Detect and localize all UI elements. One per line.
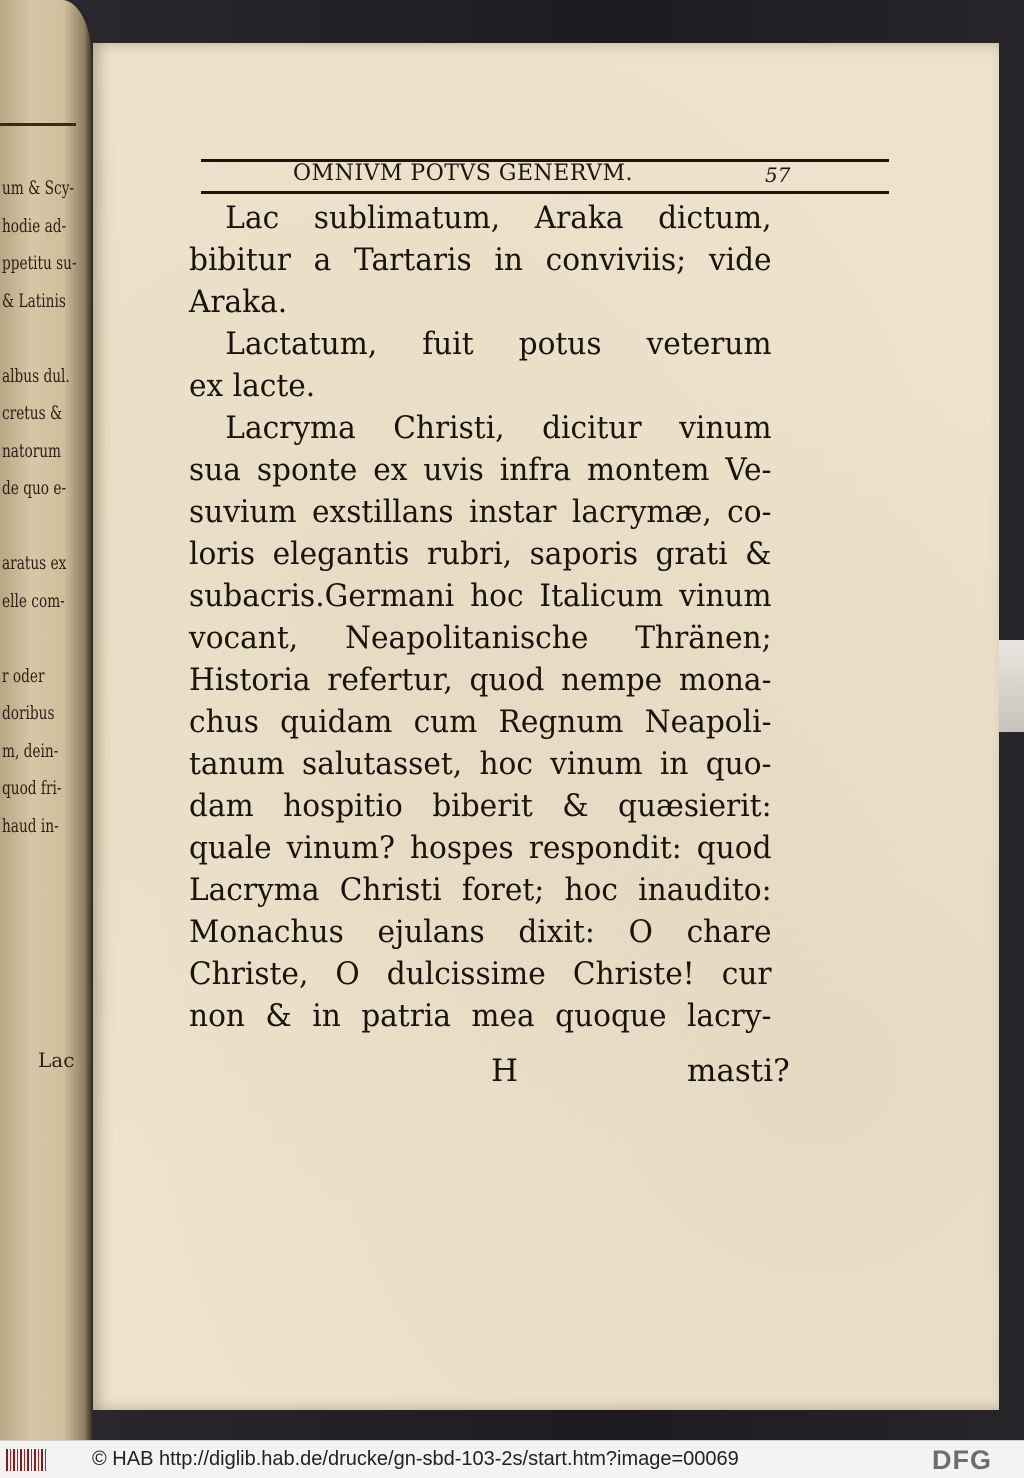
left-page-line: albus dul. xyxy=(2,364,70,387)
footer-bar xyxy=(0,1440,1024,1478)
left-page-line: doribus xyxy=(2,702,55,724)
text-line: Historia refertur, quod nempe mona- xyxy=(189,662,772,698)
text-line: Lacryma Christi, dicitur vinum xyxy=(225,410,772,446)
left-page-line: m, dein- xyxy=(2,739,59,762)
text-line: vocant, Neapolitanische Thränen; xyxy=(189,620,772,656)
left-page-line xyxy=(2,508,52,546)
text-line: Lacryma Christi foret; hoc inaudito: xyxy=(189,872,772,908)
text-line: subacris.Germani hoc Italicum vinum xyxy=(189,578,772,614)
left-page-line xyxy=(2,620,52,658)
left-page-line xyxy=(2,320,52,358)
text-line: Lac sublimatum, Araka dictum, xyxy=(225,200,772,236)
book-page xyxy=(93,43,999,1410)
left-page-line: quod fri- xyxy=(2,777,62,799)
left-page-line: um & Scy- xyxy=(2,177,75,199)
left-page-catchword: Lac xyxy=(38,1048,75,1072)
left-page-line: aratus ex xyxy=(2,552,67,574)
left-page-line: hodie ad- xyxy=(2,214,67,237)
left-page-line: & Latinis xyxy=(2,289,66,312)
signature-mark: H xyxy=(491,1053,519,1089)
left-page-line: ppetitu su- xyxy=(2,252,77,274)
page-number: 57 xyxy=(765,163,791,187)
text-line: sua sponte ex uvis infra montem Ve- xyxy=(189,452,772,488)
text-line: Araka. xyxy=(189,284,288,320)
left-page-line: elle com- xyxy=(2,589,65,612)
catchword: masti? xyxy=(687,1053,790,1089)
text-line: Christe, O dulcissime Christe! cur xyxy=(189,956,772,992)
body-text xyxy=(189,197,772,1037)
left-page-line: natorum xyxy=(2,439,62,462)
text-line: Lactatum, fuit potus veterum xyxy=(225,326,772,362)
left-page-text xyxy=(2,170,77,845)
left-page-line: haud in- xyxy=(2,814,59,837)
text-line: non & in patria mea quoque lacry- xyxy=(189,998,772,1034)
copyright-link[interactable]: © HAB http://diglib.hab.de/drucke/gn-sbd-103-2s/start.htm?image=00069 xyxy=(92,1448,739,1470)
left-page-rule xyxy=(0,123,76,126)
left-facing-page xyxy=(0,0,92,1440)
header-rule-bottom xyxy=(201,191,889,194)
dfg-logo: DFG xyxy=(932,1445,992,1475)
text-line: Monachus ejulans dixit: O chare xyxy=(189,914,772,950)
barcode-icon xyxy=(6,1449,46,1471)
text-line: tanum salutasset, hoc vinum in quo- xyxy=(189,746,772,782)
left-page-line: cretus & xyxy=(2,402,63,424)
text-line: ex lacte. xyxy=(189,368,316,404)
left-page-line: r oder xyxy=(2,664,45,687)
text-line: loris elegantis rubri, saporis grati & xyxy=(189,536,772,572)
text-line: quale vinum? hospes respondit: quod xyxy=(189,830,772,866)
text-line: bibitur a Tartaris in conviviis; vide xyxy=(189,242,772,278)
left-page-line: de quo e- xyxy=(2,477,67,499)
text-line: chus quidam cum Regnum Neapoli- xyxy=(189,704,772,740)
text-line: suvium exstillans instar lacrymæ, co- xyxy=(189,494,772,530)
running-head: OMNIVM POTVS GENERVM. xyxy=(293,161,634,186)
text-line: dam hospitio biberit & quæsierit: xyxy=(189,788,772,824)
